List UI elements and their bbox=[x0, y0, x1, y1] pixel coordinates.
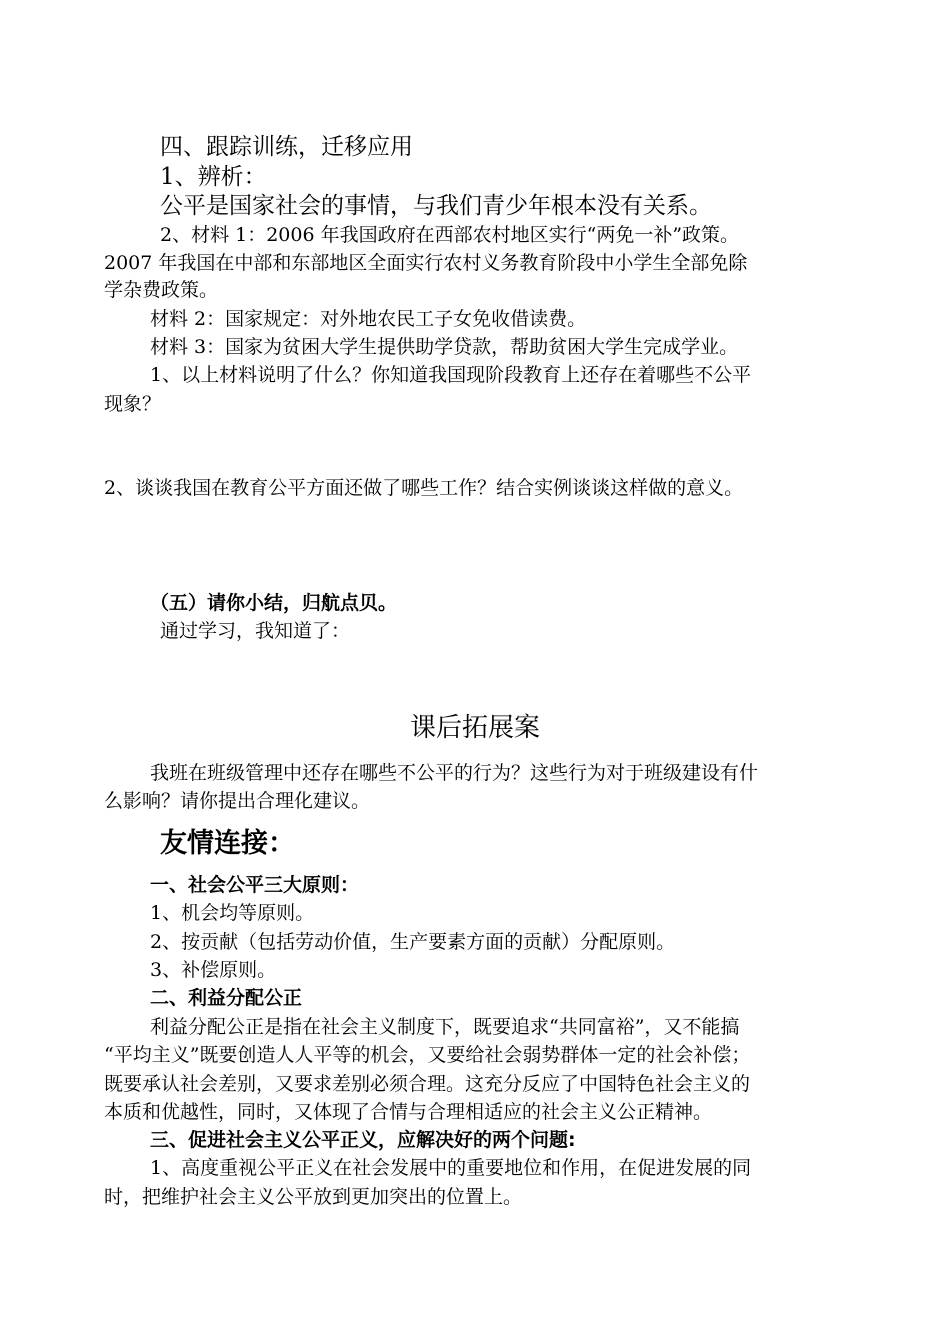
q1-statement: 公平是国家社会的事情，与我们青少年根本没有关系。 bbox=[160, 193, 712, 219]
section4-heading: 四、跟踪训练，迁移应用 bbox=[160, 134, 413, 160]
friend-title: 友情连接： bbox=[160, 828, 295, 859]
extension-line2: 么影响？请你提出合理化建议。 bbox=[104, 790, 371, 812]
ask1-line2: 现象？ bbox=[104, 393, 162, 415]
friend-point-3: 3、补偿原则。 bbox=[150, 959, 277, 981]
q2-line3: 学杂费政策。 bbox=[104, 279, 219, 301]
friend-point-2: 2、按贡献（包括劳动价值，生产要素方面的贡献）分配原则。 bbox=[150, 931, 676, 953]
friend-body3-line1: 1、高度重视公平正义在社会发展中的重要地位和作用，在促进发展的同 bbox=[150, 1157, 752, 1179]
friend-heading-2: 二、利益分配公正 bbox=[150, 987, 303, 1009]
friend-body3-line2: 时，把维护社会主义公平放到更加突出的位置上。 bbox=[104, 1186, 523, 1208]
friend-heading-1: 一、社会公平三大原则： bbox=[150, 874, 360, 896]
q2-line2: 2007 年我国在中部和东部地区全面实行农村义务教育阶段中小学生全部免除 bbox=[104, 252, 748, 274]
friend-body2-line1: 利益分配公正是指在社会主义制度下，既要追求“共同富裕”，又不能搞 bbox=[150, 1016, 740, 1038]
friend-body2-line2: “平均主义”既要创造人人平等的机会，又要给社会弱势群体一定的社会补偿； bbox=[104, 1044, 751, 1066]
q1-label: 1、辨析： bbox=[160, 164, 267, 190]
friend-heading-3: 三、促进社会主义公平正义，应解决好的两个问题: bbox=[150, 1129, 576, 1151]
ask1-line1: 1、以上材料说明了什么？你知道我国现阶段教育上还存在着哪些不公平 bbox=[150, 364, 752, 386]
q2-line1: 2、材料 1：2006 年我国政府在西部农村地区实行“两免一补”政策。 bbox=[160, 224, 740, 246]
ask2: 2、谈谈我国在教育公平方面还做了哪些工作？结合实例谈谈这样做的意义。 bbox=[104, 477, 744, 499]
material3: 材料 3：国家为贫困大学生提供助学贷款，帮助贫困大学生完成学业。 bbox=[150, 336, 739, 358]
section5-heading: （五）请你小结，归航点贝。 bbox=[150, 592, 398, 614]
material2: 材料 2：国家规定：对外地农民工子女免收借读费。 bbox=[150, 308, 587, 330]
friend-body2-line4: 本质和优越性，同时，又体现了合情与合理相适应的社会主义公正精神。 bbox=[104, 1101, 713, 1123]
section5-line: 通过学习，我知道了： bbox=[160, 620, 351, 642]
friend-point-1: 1、机会均等原则。 bbox=[150, 902, 315, 924]
friend-body2-line3: 既要承认社会差别，又要求差别必须合理。这充分反应了中国特色社会主义的 bbox=[104, 1073, 751, 1095]
extension-line1: 我班在班级管理中还存在哪些不公平的行为？这些行为对于班级建设有什 bbox=[150, 762, 759, 784]
extension-title: 课后拓展案 bbox=[409, 713, 540, 743]
